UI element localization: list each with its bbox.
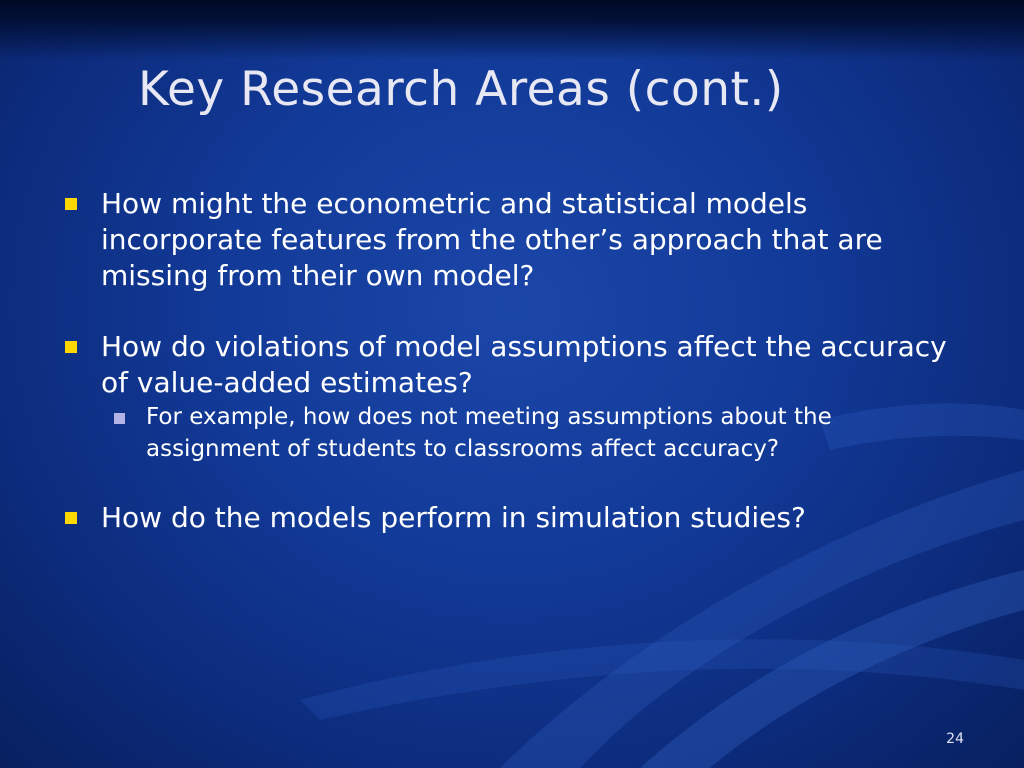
slide-number: 24 xyxy=(946,731,964,747)
square-bullet-icon xyxy=(65,198,77,210)
bullet-text: How do the models perform in simulation studies? xyxy=(101,501,806,534)
bullet-list xyxy=(64,186,964,536)
bullet-text: How might the econometric and statistical models incorporate features from the other’s approach that are missing from their own model? xyxy=(101,187,883,292)
square-bullet-icon xyxy=(65,512,77,524)
sub-bullet-list xyxy=(101,401,964,465)
square-bullet-icon xyxy=(65,341,77,353)
bullet-item xyxy=(64,329,964,465)
bullet-text: How do violations of model assumptions affect the accuracy of value-added estimates? xyxy=(101,330,947,399)
small-square-bullet-icon xyxy=(114,413,125,424)
bullet-item xyxy=(64,500,964,536)
sub-bullet-text: For example, how does not meeting assumptions about the assignment of students to classrooms affect accuracy? xyxy=(146,404,832,462)
bullet-item xyxy=(64,186,964,294)
sub-bullet-item xyxy=(101,401,964,465)
slide-title: Key Research Areas (cont.) xyxy=(138,62,784,117)
